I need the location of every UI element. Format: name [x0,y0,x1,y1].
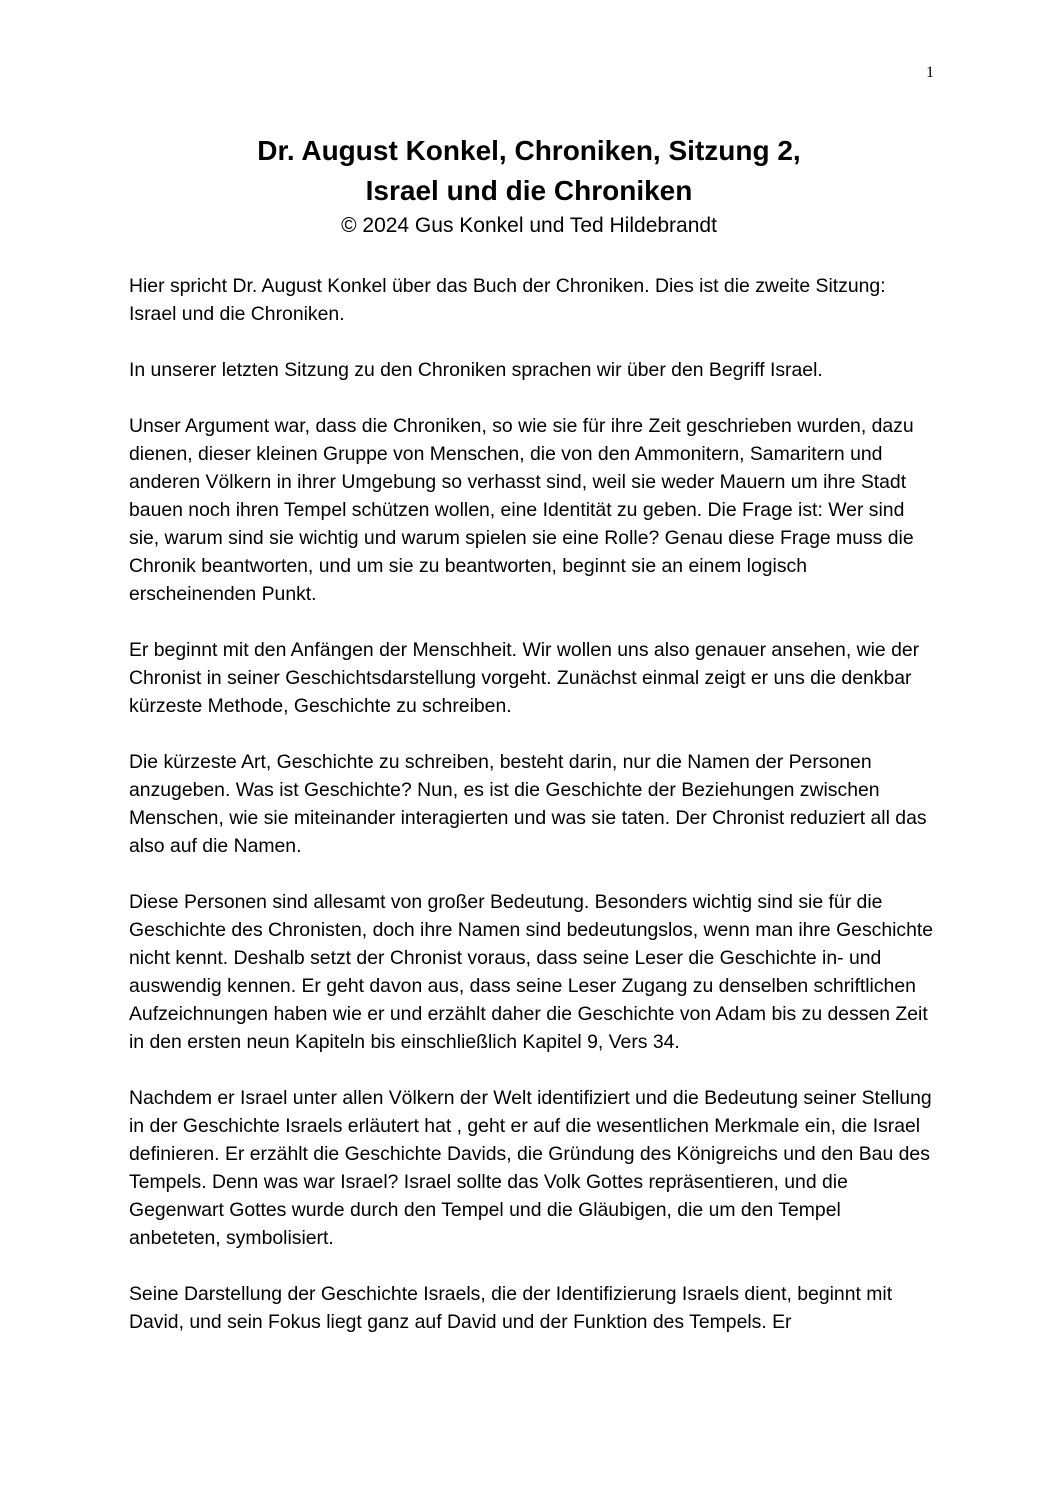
document-header [129,131,929,240]
paragraph: Diese Personen sind allesamt von großer Bedeutung. Besonders wichtig sind sie für die Geschichte des Chronisten, doch ihre Namen sind bedeutungslos, wenn man ihre Geschichte nicht kennt. Deshalb setzt der Chronist voraus, dass seine Leser die Geschichte in- und auswendig kennen. Er geht davon aus, dass seine Leser Zugang zu denselben schriftlichen Aufzeichnungen haben wie er und erzählt daher die Geschichte von Adam bis zu dessen Zeit in den ersten neun Kapiteln bis einschließlich Kapitel 9, Vers 34. [129,891,934,1053]
document-body [129,272,934,1364]
paragraph: Er beginnt mit den Anfängen der Menschheit. Wir wollen uns also genauer ansehen, wie der Chronist in seiner Geschichtsdarstellung vorgeht. Zunächst einmal zeigt er uns die denkbar kürzeste Methode, Geschichte zu schreiben. [129,639,920,717]
paragraph: Hier spricht Dr. August Konkel über das Buch der Chroniken. Dies ist die zweite Sitzung: Israel und die Chroniken. [129,275,886,325]
page-number: 1 [926,64,934,81]
paragraph: Seine Darstellung der Geschichte Israels, die der Identifizierung Israels dient, beginnt mit David, und sein Fokus liegt ganz auf David und der Funktion des Tempels. Er [129,1283,893,1333]
paragraph: Nachdem er Israel unter allen Völkern der Welt identifiziert und die Bedeutung seiner Stellung in der Geschichte Israels erläutert hat , geht er auf die wesentlichen Merkmale ein, die Israel definieren. Er erzählt die Geschichte Davids, die Gründung des Königreichs und den Bau des Tempels. Denn was war Israel? Israel sollte das Volk Gottes repräsentieren, und die Gegenwart Gottes wurde durch den Tempel und die Gläubigen, die um den Tempel anbeteten, symbolisiert. [129,1087,932,1249]
paragraph: Die kürzeste Art, Geschichte zu schreiben, besteht darin, nur die Namen der Personen anzugeben. Was ist Geschichte? Nun, es ist die Geschichte der Beziehungen zwischen Menschen, wie sie miteinander interagierten und was sie taten. Der Chronist reduziert all das also auf die Namen. [129,751,927,857]
title-line-1: Dr. August Konkel, Chroniken, Sitzung 2, [257,135,801,166]
copyright-line: © 2024 Gus Konkel und Ted Hildebrandt [341,214,717,237]
paragraph: Unser Argument war, dass die Chroniken, so wie sie für ihre Zeit geschrieben wurden, dazu dienen, dieser kleinen Gruppe von Menschen, die von den Ammonitern, Samaritern und anderen Völkern in ihrer Umgebung so verhasst sind, weil sie weder Mauern um ihre Stadt bauen noch ihren Tempel schützen wollen, eine Identität zu geben. Die Frage ist: Wer sind sie, warum sind sie wichtig und warum spielen sie eine Rolle? Genau diese Frage muss die Chronik beantworten, und um sie zu beantworten, beginnt sie an einem logisch erscheinenden Punkt. [129,415,914,605]
title-line-2: Israel und die Chroniken [365,175,693,206]
paragraph: In unserer letzten Sitzung zu den Chroniken sprachen wir über den Begriff Israel. [129,359,823,381]
